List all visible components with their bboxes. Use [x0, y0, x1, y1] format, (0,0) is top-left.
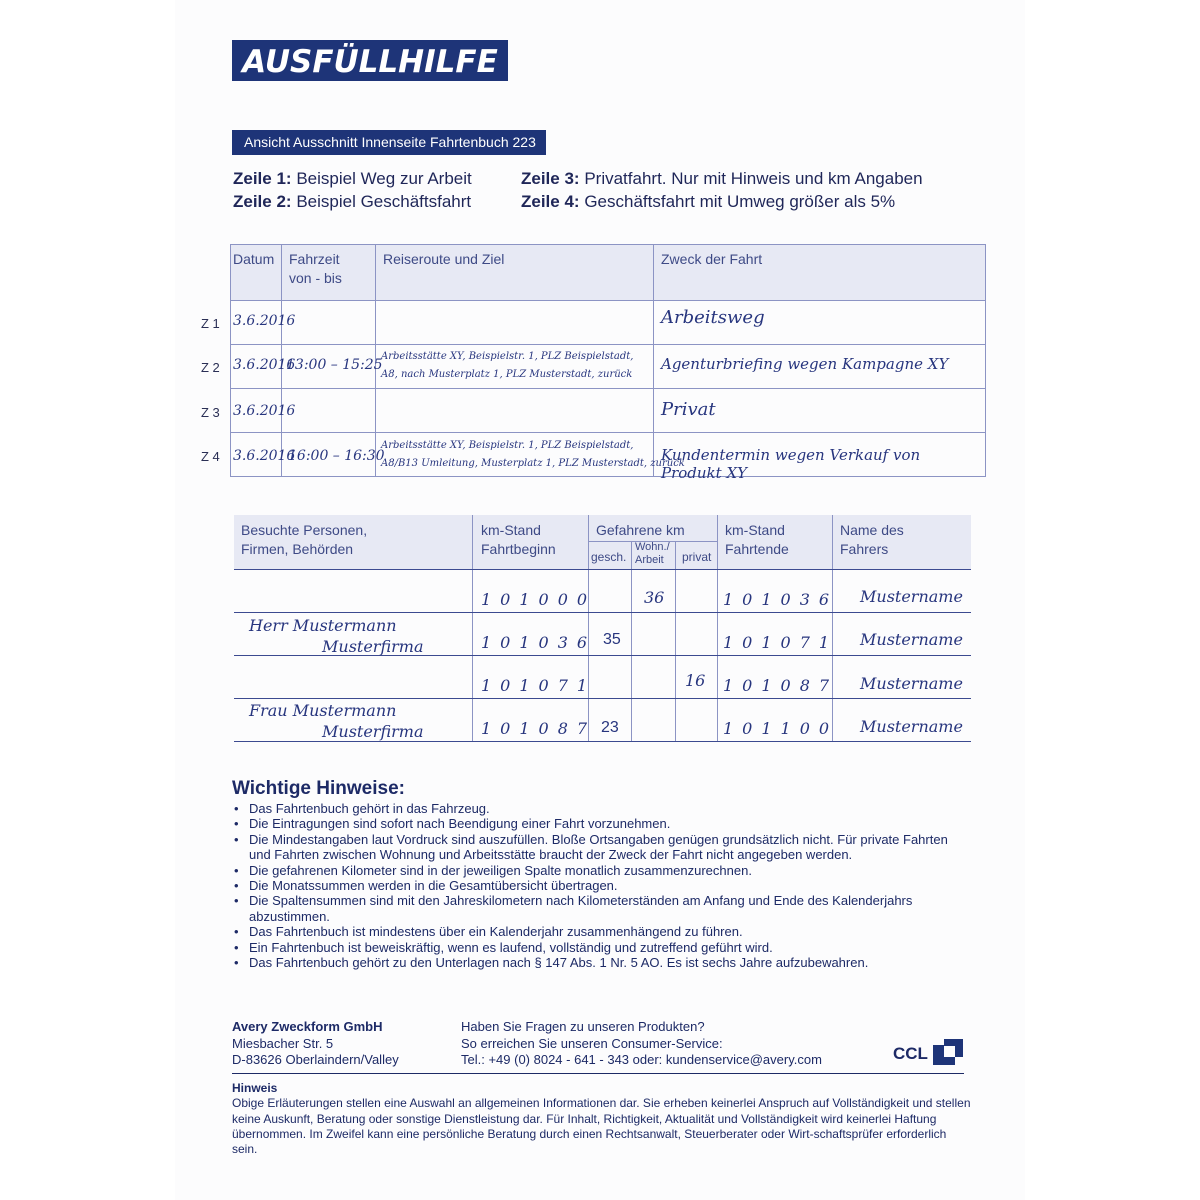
col-wohn: Wohn./ Arbeit	[635, 541, 670, 566]
col-datum: Datum	[233, 251, 275, 267]
note-item: • Das Fahrtenbuch gehört zu den Unterlagen nach § 147 Abs. 1 Nr. 5 AO. Es ist sechs Jahre aufzubewahren.	[232, 955, 972, 970]
note-item: • Die Mindestangaben laut Vordruck sind auszufüllen. Bloße Ortsangaben genügen grundsätzlich nicht. Für private Fahrten und Fahrten zwischen Wohnung und Arbeitsstätte braucht der Zweck der Fahrt nicht angegeben werden.	[232, 832, 972, 863]
row4-besucht2: Musterfirma	[322, 722, 424, 741]
ccl-logo-icon	[931, 1037, 965, 1067]
row1-name: Mustername	[860, 587, 963, 606]
row2-besucht2: Musterfirma	[322, 637, 424, 656]
row-label-z1: Z 1	[201, 316, 220, 331]
row3-km-start: 101071	[481, 676, 597, 695]
row2-datum: 3.6.2016	[233, 357, 296, 373]
notes-title: Wichtige Hinweise:	[232, 778, 405, 799]
row2-zweck: Agenturbriefing wegen Kampagne XY	[661, 355, 949, 373]
row4-km-start: 101087	[481, 719, 597, 738]
row1-km-end: 101036	[723, 590, 839, 609]
row-label-z4: Z 4	[201, 449, 220, 464]
row2-gesch: 35	[603, 631, 621, 648]
contact-info: Haben Sie Fragen zu unseren Produkten? So erreichen Sie unseren Consumer-Service: Tel.: +49 (0) 8024 - 641 - 343 oder: kundenservice@avery.com	[461, 1019, 822, 1067]
row1-datum: 3.6.2016	[233, 313, 296, 329]
note-item: • Ein Fahrtenbuch ist beweiskräftig, wenn es laufend, vollständig und zutreffend geführt wird.	[232, 940, 972, 955]
row4-besucht1: Frau Mustermann	[249, 701, 397, 720]
company-address: Avery Zweckform GmbH Miesbacher Str. 5 D-83626 Oberlaindern/Valley	[232, 1019, 399, 1067]
row3-privat: 16	[685, 671, 706, 690]
note-item: • Die Eintragungen sind sofort nach Beendigung einer Fahrt vorzunehmen.	[232, 816, 972, 831]
row2-name: Mustername	[860, 630, 963, 649]
row3-km-end: 101087	[723, 676, 839, 695]
note-item: • Die Monatssummen werden in die Gesamtübersicht übertragen.	[232, 878, 972, 893]
row4-km-end: 101100	[723, 719, 839, 738]
row1-km-start: 101000	[481, 590, 597, 609]
col-zweck: Zweck der Fahrt	[661, 251, 763, 267]
note-item: • Das Fahrtenbuch ist mindestens über ein Kalenderjahr zusammenhängend zu führen.	[232, 924, 972, 939]
col-fahrzeit: Fahrzeit von - bis	[289, 251, 342, 286]
note-item: • Die gefahrenen Kilometer sind in der jeweiligen Spalte monatlich zusammenzurechnen.	[232, 863, 972, 878]
note-item: • Die Spaltensummen sind mit den Jahreskilometern nach Kilometerständen am Anfang und Ende des Kalenderjahrs abzustimmen.	[232, 893, 972, 924]
footer-divider	[232, 1073, 964, 1074]
ccl-logo-text: CCL	[893, 1044, 928, 1063]
col-route: Reiseroute und Ziel	[383, 251, 505, 267]
trip-table-header	[231, 245, 985, 301]
col-km-end: km-Stand Fahrtende	[725, 522, 789, 557]
col-gefahren: Gefahrene km	[596, 522, 685, 538]
notes-list	[232, 801, 972, 970]
zeile-1: Zeile 1: Beispiel Weg zur Arbeit	[233, 169, 472, 188]
row2-km-end: 101071	[723, 633, 839, 652]
disclaimer: Hinweis Obige Erläuterungen stellen eine Auswahl an allgemeinen Informationen dar. Sie erheben keinerlei Anspruch auf Vollständigkeit und stellen keine Auskunft, Beratung oder sonstige Dienstleistung dar. Für Inhalt, Richtigkeit, Aktualität und Vollständigkeit wird keinerlei Haftung übernommen. Im Zweifel kann eine persönliche Beratung durch einen Rechtsanwalt, Steuerberater oder Wirt-schaftsprüfer erforderlich sein.	[232, 1081, 971, 1157]
col-name: Name des Fahrers	[840, 522, 904, 557]
row2-zeit: 13:00 – 15:25	[286, 357, 383, 373]
trip-table	[230, 244, 986, 482]
row3-name: Mustername	[860, 674, 963, 693]
col-privat: privat	[682, 550, 712, 564]
row3-datum: 3.6.2016	[233, 403, 296, 419]
row2-route: Arbeitsstätte XY, Beispielstr. 1, PLZ Beispielstadt, A8, nach Musterplatz 1, PLZ Musterstadt, zurück	[381, 351, 634, 380]
col-gesch: gesch.	[591, 550, 627, 564]
row4-zeit: 16:00 – 16:30	[288, 448, 385, 464]
row1-zweck: Arbeitsweg	[661, 307, 765, 328]
row3-zweck: Privat	[661, 399, 716, 420]
row1-wohn: 36	[644, 588, 665, 607]
row2-km-start: 101036	[481, 633, 597, 652]
col-km-start: km-Stand Fahrtbeginn	[481, 522, 556, 557]
zeile-4: Zeile 4: Geschäftsfahrt mit Umweg größer als 5%	[521, 192, 896, 211]
row4-zweck: Kundentermin wegen Verkauf von Produkt XY	[661, 446, 921, 482]
col-besucht: Besuchte Personen, Firmen, Behörden	[241, 522, 368, 557]
note-item: • Das Fahrtenbuch gehört in das Fahrzeug.	[232, 801, 972, 816]
section-subtitle: Ansicht Ausschnitt Innenseite Fahrtenbuch 223	[232, 130, 546, 155]
row4-gesch: 23	[601, 719, 619, 736]
page-title: AUSFÜLLHILFE	[232, 40, 508, 81]
row2-besucht1: Herr Mustermann	[249, 616, 397, 635]
row4-datum: 3.6.2016	[233, 448, 296, 464]
zeile-2: Zeile 2: Beispiel Geschäftsfahrt	[233, 192, 472, 211]
row-label-z2: Z 2	[201, 360, 220, 375]
zeile-3: Zeile 3: Privatfahrt. Nur mit Hinweis und km Angaben	[521, 169, 923, 188]
row4-route: Arbeitsstätte XY, Beispielstr. 1, PLZ Beispielstadt, A8/B13 Umleitung, Musterplatz 1, PLZ Musterstadt, zurück	[381, 440, 685, 469]
row-label-z3: Z 3	[201, 405, 220, 420]
row4-name: Mustername	[860, 717, 963, 736]
